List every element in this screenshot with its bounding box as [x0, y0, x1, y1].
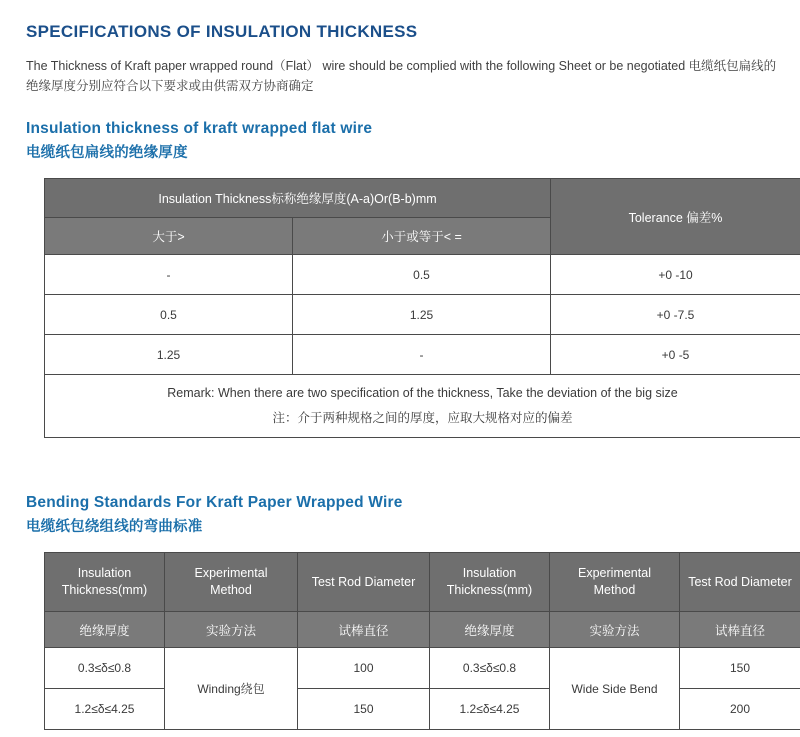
- table-row: [45, 689, 800, 730]
- header-tolerance: Tolerance 偏差%: [551, 179, 800, 255]
- header-line1: Insulation: [462, 566, 517, 580]
- cell-greater: 0.5: [45, 295, 293, 335]
- subheader-less-or-equal: 小于或等于< =: [293, 218, 551, 255]
- header-cn-method-left: 实验方法: [165, 612, 298, 648]
- cell-greater: -: [45, 255, 293, 295]
- cell-less-equal: -: [293, 335, 551, 375]
- cell-less-equal: 1.25: [293, 295, 551, 335]
- subheader-greater-than: 大于>: [45, 218, 293, 255]
- cell-rod-left: 100: [298, 648, 430, 689]
- table-row: [45, 335, 800, 375]
- table-header-row-en: [45, 553, 800, 612]
- header-cn-method-right: 实验方法: [550, 612, 680, 648]
- remark-cn: 注：介于两种规格之间的厚度，应取大规格对应的偏差: [272, 411, 573, 425]
- table-row: [45, 648, 800, 689]
- header-line1: Insulation: [77, 566, 132, 580]
- cell-less-equal: 0.5: [293, 255, 551, 295]
- header-cn-insulation-thickness-right: 绝缘厚度: [430, 612, 550, 648]
- header-test-rod-diameter-left: Test Rod Diameter: [298, 553, 430, 612]
- header-line2: Thickness(mm): [61, 583, 148, 597]
- table-row: [45, 255, 800, 295]
- cell-rod-right: 200: [680, 689, 800, 730]
- header-insulation-thickness-left: [45, 553, 165, 612]
- table-row: [45, 295, 800, 335]
- header-insulation-thickness-right: [430, 553, 550, 612]
- cell-tolerance: +0 -7.5: [551, 295, 800, 335]
- cell-thickness-right: 1.2≤δ≤4.25: [430, 689, 550, 730]
- cell-method-left: Winding绕包: [165, 648, 298, 730]
- cell-rod-right: 150: [680, 648, 800, 689]
- header-line1: Experimental: [578, 566, 651, 580]
- header-cn-rod-right: 试棒直径: [680, 612, 800, 648]
- cell-tolerance: +0 -10: [551, 255, 800, 295]
- header-experimental-method-right: [550, 553, 680, 612]
- cell-thickness-left: 1.2≤δ≤4.25: [45, 689, 165, 730]
- remark-cell: [45, 375, 800, 438]
- header-cn-insulation-thickness-left: 绝缘厚度: [45, 612, 165, 648]
- header-cn-rod-left: 试棒直径: [298, 612, 430, 648]
- cell-thickness-left: 0.3≤δ≤0.8: [45, 648, 165, 689]
- cell-method-right: Wide Side Bend: [550, 648, 680, 730]
- cell-greater: 1.25: [45, 335, 293, 375]
- cell-tolerance: +0 -5: [551, 335, 800, 375]
- bending-standards-table: [44, 552, 800, 730]
- table-header-row: [45, 179, 800, 218]
- section-spacer: [22, 438, 778, 494]
- table-header-row-cn: [45, 612, 800, 648]
- header-insulation-thickness: Insulation Thickness标称绝缘厚度(A-a)Or(B-b)mm: [45, 179, 551, 218]
- header-experimental-method-left: [165, 553, 298, 612]
- section1-title-cn: 电缆纸包扁线的绝缘厚度: [26, 145, 188, 161]
- section1-title-en: Insulation thickness of kraft wrapped flat wire: [26, 120, 373, 137]
- page-title: SPECIFICATIONS OF INSULATION THICKNESS: [26, 22, 418, 41]
- header-line2: Thickness(mm): [446, 583, 533, 597]
- header-line2: Method: [593, 583, 636, 597]
- insulation-thickness-table: [44, 178, 800, 438]
- header-test-rod-diameter-right: Test Rod Diameter: [680, 553, 800, 612]
- table-remark-row: [45, 375, 800, 438]
- header-line1: Experimental: [194, 566, 268, 580]
- intro-paragraph: The Thickness of Kraft paper wrapped round（Flat） wire should be complied with the following Sheet or be negotiated 电缆纸包扁线的绝缘厚度分别应符合以下要求或由供需双方协商确定: [26, 59, 777, 93]
- cell-thickness-right: 0.3≤δ≤0.8: [430, 648, 550, 689]
- section2-title-en: Bending Standards For Kraft Paper Wrapped Wire: [26, 494, 403, 511]
- header-line2: Method: [210, 583, 252, 597]
- remark-en: Remark: When there are two specification of the thickness, Take the deviation of the big size: [167, 386, 678, 400]
- cell-rod-left: 150: [298, 689, 430, 730]
- section2-title-cn: 电缆纸包绕组线的弯曲标准: [26, 519, 203, 535]
